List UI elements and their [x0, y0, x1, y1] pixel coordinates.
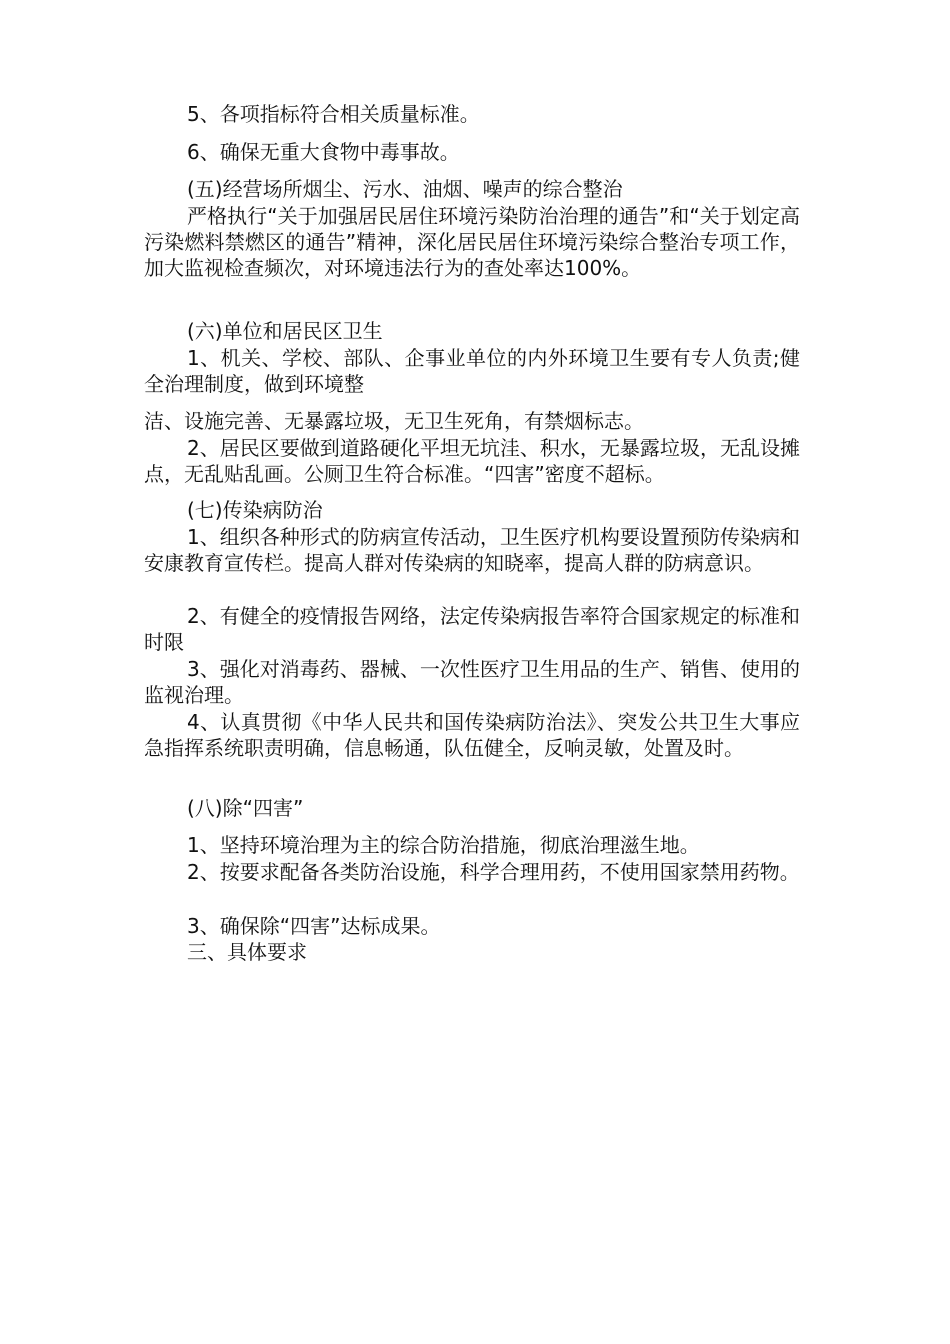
- section-8-item-2: 2、按要求配备各类防治设施，科学合理用药，不使用国家禁用药物。: [187, 860, 800, 884]
- section-8-item-1: 1、坚持环境治理为主的综合防治措施，彻底治理滋生地。: [187, 833, 700, 857]
- section-heading-5: (五)经营场所烟尘、污水、油烟、噪声的综合整治: [187, 177, 623, 201]
- section-6-item-1: 1、机关、学校、部队、企事业单位的内外环境卫生要有专人负责;健全治理制度，做到环境整: [144, 346, 800, 396]
- section-heading-3: 三、具体要求: [187, 940, 307, 964]
- section-heading-7: (七)传染病防治: [187, 498, 323, 522]
- section-7-item-4: 4、认真贯彻《中华人民共和国传染病防治法》、突发公共卫生大事应急指挥系统职责明确，信息畅通，队伍健全，反响灵敏，处置及时。: [144, 710, 800, 760]
- section-7-item-3: 3、强化对消毒药、器械、一次性医疗卫生用品的生产、销售、使用的监视治理。: [144, 657, 800, 707]
- section-8-item-3: 3、确保除“四害”达标成果。: [187, 914, 441, 938]
- section-5-body: 严格执行“关于加强居民居住环境污染防治治理的通告”和“关于划定高污染燃料禁燃区的通告”精神，深化居民居住环境污染综合整治专项工作，加大监视检查频次，对环境违法行为的查处率达100%。: [144, 204, 800, 280]
- list-item-5: 5、各项指标符合相关质量标准。: [187, 102, 480, 126]
- section-6-item-2: 2、居民区要做到道路硬化平坦无坑洼、积水，无暴露垃圾，无乱设摊点，无乱贴乱画。公厕卫生符合标准。“四害”密度不超标。: [144, 436, 800, 486]
- section-heading-6: (六)单位和居民区卫生: [187, 319, 383, 343]
- section-7-item-2: 2、有健全的疫情报告网络，法定传染病报告率符合国家规定的标准和时限: [144, 604, 800, 654]
- section-heading-8: (八)除“四害”: [187, 796, 304, 820]
- section-6-item-1-continued: 洁、设施完善、无暴露垃圾，无卫生死角，有禁烟标志。: [144, 409, 644, 433]
- list-item-6: 6、确保无重大食物中毒事故。: [187, 140, 460, 164]
- section-7-item-1: 1、组织各种形式的防病宣传活动，卫生医疗机构要设置预防传染病和安康教育宣传栏。提高人群对传染病的知晓率，提高人群的防病意识。: [144, 525, 800, 575]
